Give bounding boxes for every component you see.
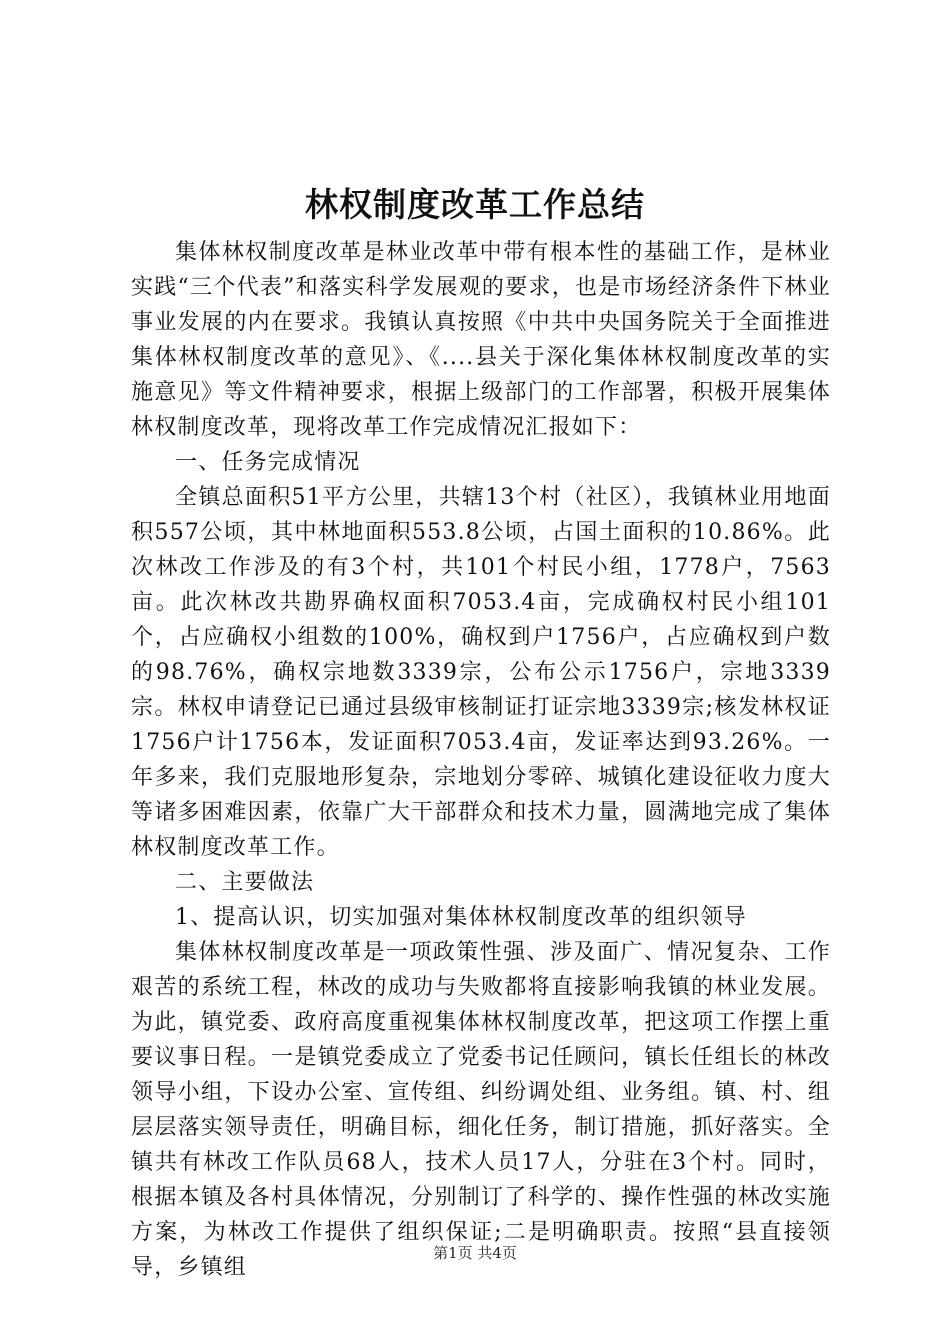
document-title: 林权制度改革工作总结 (305, 185, 645, 224)
organization-leadership-paragraph: 集体林权制度改革是一项政策性强、涉及面广、情况复杂、工作艰苦的系统工程，林改的成功与失败都将直接影响我镇的林业发展。为此，镇党委、政府高度重视集体林权制度改革，把这项工作摆上重要议事日程。一是镇党委成立了党委书记任顾问，镇长任组长的林改领导小组，下设办公室、宣传组、纠纷调处组、业务组。镇、村、组层层落实领导责任，明确目标，细化任务，制订措施，抓好落实。全镇共有林改工作队员68人，技术人员17人，分驻在3个村。同时，根据本镇及各村具体情况，分别制订了科学的、操作性强的林改实施方案，为林改工作提供了组织保证;二是明确职责。按照“县直接领导，乡镇组 (131, 940, 831, 1280)
task-completion-paragraph: 全镇总面积51平方公里，共辖13个村（社区），我镇林业用地面积557公顷，其中林地面积553.8公顷，占国土面积的10.86%。此次林改工作涉及的有3个村，共101个村民小组，1778户，7563亩。此次林改共勘界确权面积7053.4亩，完成确权村民小组101个，占应确权小组数的100%，确权到户1756户，占应确权到户数的98.76%，确权宗地数3339宗，公布公示1756户，宗地3339宗。林权申请登记已通过县级审核制证打证宗地3339宗;核发林权证1756户计1756本，发证面积7053.4亩，发证率达到93.26%。一年多来，我们克服地形复杂，宗地划分零碎、城镇化建设征收力度大等诸多困难因素，依靠广大干部群众和技术力量，圆满地完成了集体林权制度改革工作。 (131, 485, 831, 860)
intro-paragraph: 集体林权制度改革是林业改革中带有根本性的基础工作，是林业实践“三个代表”和落实科学发展观的要求，也是市场经济条件下林业事业发展的内在要求。我镇认真按照《中共中央国务院关于全面推进集体林权制度改革的意见》、《....县关于深化集体林权制度改革的实施意见》等文件精神要求，根据上级部门的工作部署，积极开展集体林权制度改革，现将改革工作完成情况汇报如下： (131, 240, 831, 440)
document-body (131, 235, 831, 1285)
page-number-footer: 第1页 共4页 (433, 1244, 517, 1262)
section-heading-main-practices: 二、主要做法 (175, 870, 315, 895)
section-heading-task-completion: 一、任务完成情况 (175, 450, 361, 475)
subsection-heading-raise-awareness: 1、提高认识，切实加强对集体林权制度改革的组织领导 (175, 905, 747, 930)
